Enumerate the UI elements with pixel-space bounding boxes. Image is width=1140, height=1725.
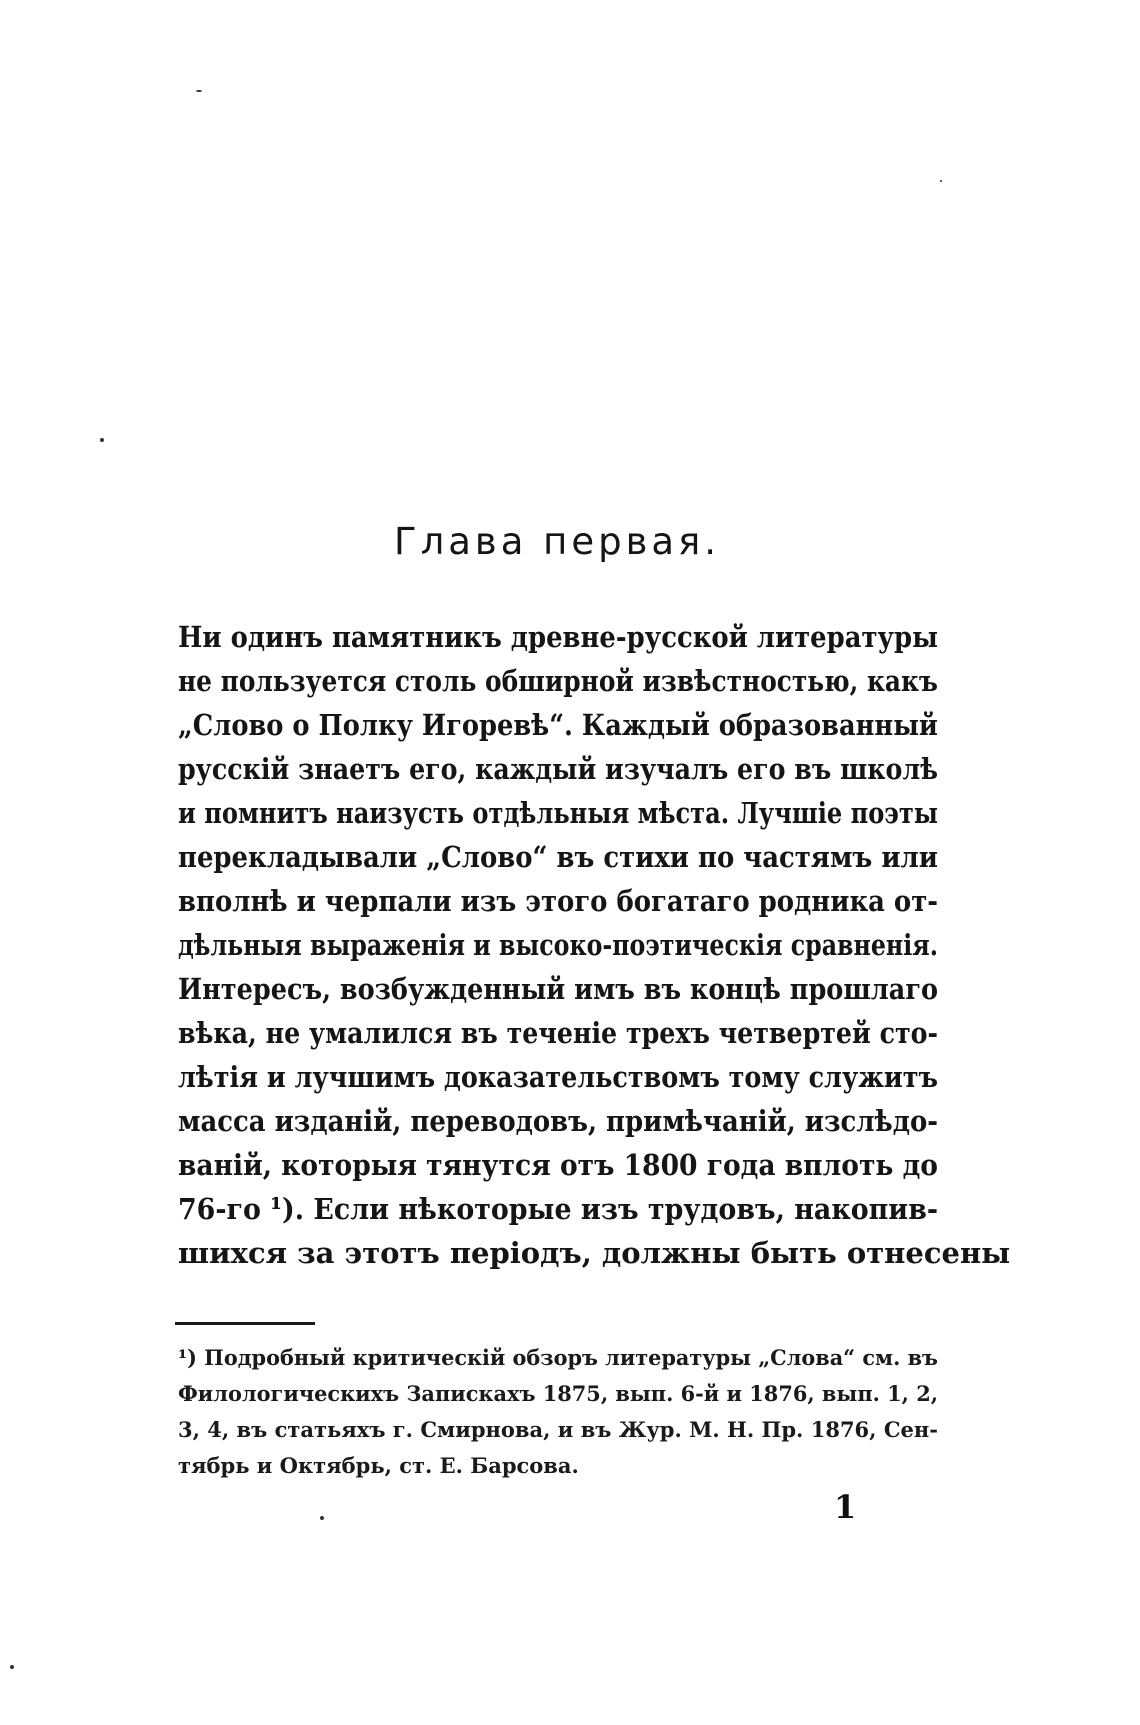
text-line-1: Ни одинъ памятникъ древне-русской литературы	[178, 620, 938, 654]
footnote-line-3: 3, 4, въ статьяхъ г. Смирнова, и въ Жур. М. Н. Пр. 1876, Сен-	[178, 1417, 938, 1442]
text-line-15: шихся за этотъ періодъ, должны быть отнесены	[178, 1236, 1011, 1270]
text-line-10: вѣка, не умалился въ теченіе трехъ четвертей сто-	[178, 1016, 938, 1050]
scan-speck	[100, 438, 104, 442]
footnote-line-4: тябрь и Октябрь, ст. Е. Барсова.	[178, 1453, 579, 1478]
text-line-11: лѣтія и лучшимъ доказательствомъ тому служитъ	[178, 1060, 938, 1094]
text-line-13: ваній, которыя тянутся отъ 1800 года вплоть до	[178, 1148, 938, 1182]
text-line-9: Интересъ, возбужденный имъ въ концѣ прошлаго	[178, 972, 938, 1006]
chapter-title: Глава первая.	[394, 520, 721, 563]
text-line-4: русскій знаетъ его, каждый изучалъ его въ школѣ	[178, 752, 938, 786]
text-line-5: и помнитъ наизусть отдѣльныя мѣста. Лучшіе поэты	[178, 796, 938, 830]
text-line-8: дѣльныя выраженія и высоко-поэтическія сравненія.	[178, 928, 938, 962]
footnote-line-2: Филологическихъ Запискахъ 1875, вып. 6-й и 1876, вып. 1, 2,	[178, 1381, 938, 1406]
text-line-14: 76-го ¹). Если нѣкоторые изъ трудовъ, накопив-	[178, 1192, 938, 1226]
text-line-6: перекладывали „Слово“ въ стихи по частямъ или	[178, 840, 938, 874]
scan-speck	[10, 1665, 14, 1669]
scan-speck	[320, 1516, 324, 1520]
text-line-7: вполнѣ и черпали изъ этого богатаго родника от-	[178, 884, 938, 918]
scan-speck	[196, 90, 202, 92]
footnote-separator	[175, 1322, 315, 1325]
page-number: 1	[834, 1488, 857, 1526]
footnote-line-1: ¹) Подробный критическій обзоръ литературы „Слова“ см. въ	[178, 1345, 938, 1370]
text-line-12: масса изданій, переводовъ, примѣчаній, изслѣдо-	[178, 1104, 938, 1138]
scan-speck	[940, 180, 942, 182]
text-line-3: „Слово о Полку Игоревѣ“. Каждый образованный	[178, 708, 938, 742]
text-line-2: не пользуется столь обширной извѣстностью, какъ	[178, 664, 938, 698]
